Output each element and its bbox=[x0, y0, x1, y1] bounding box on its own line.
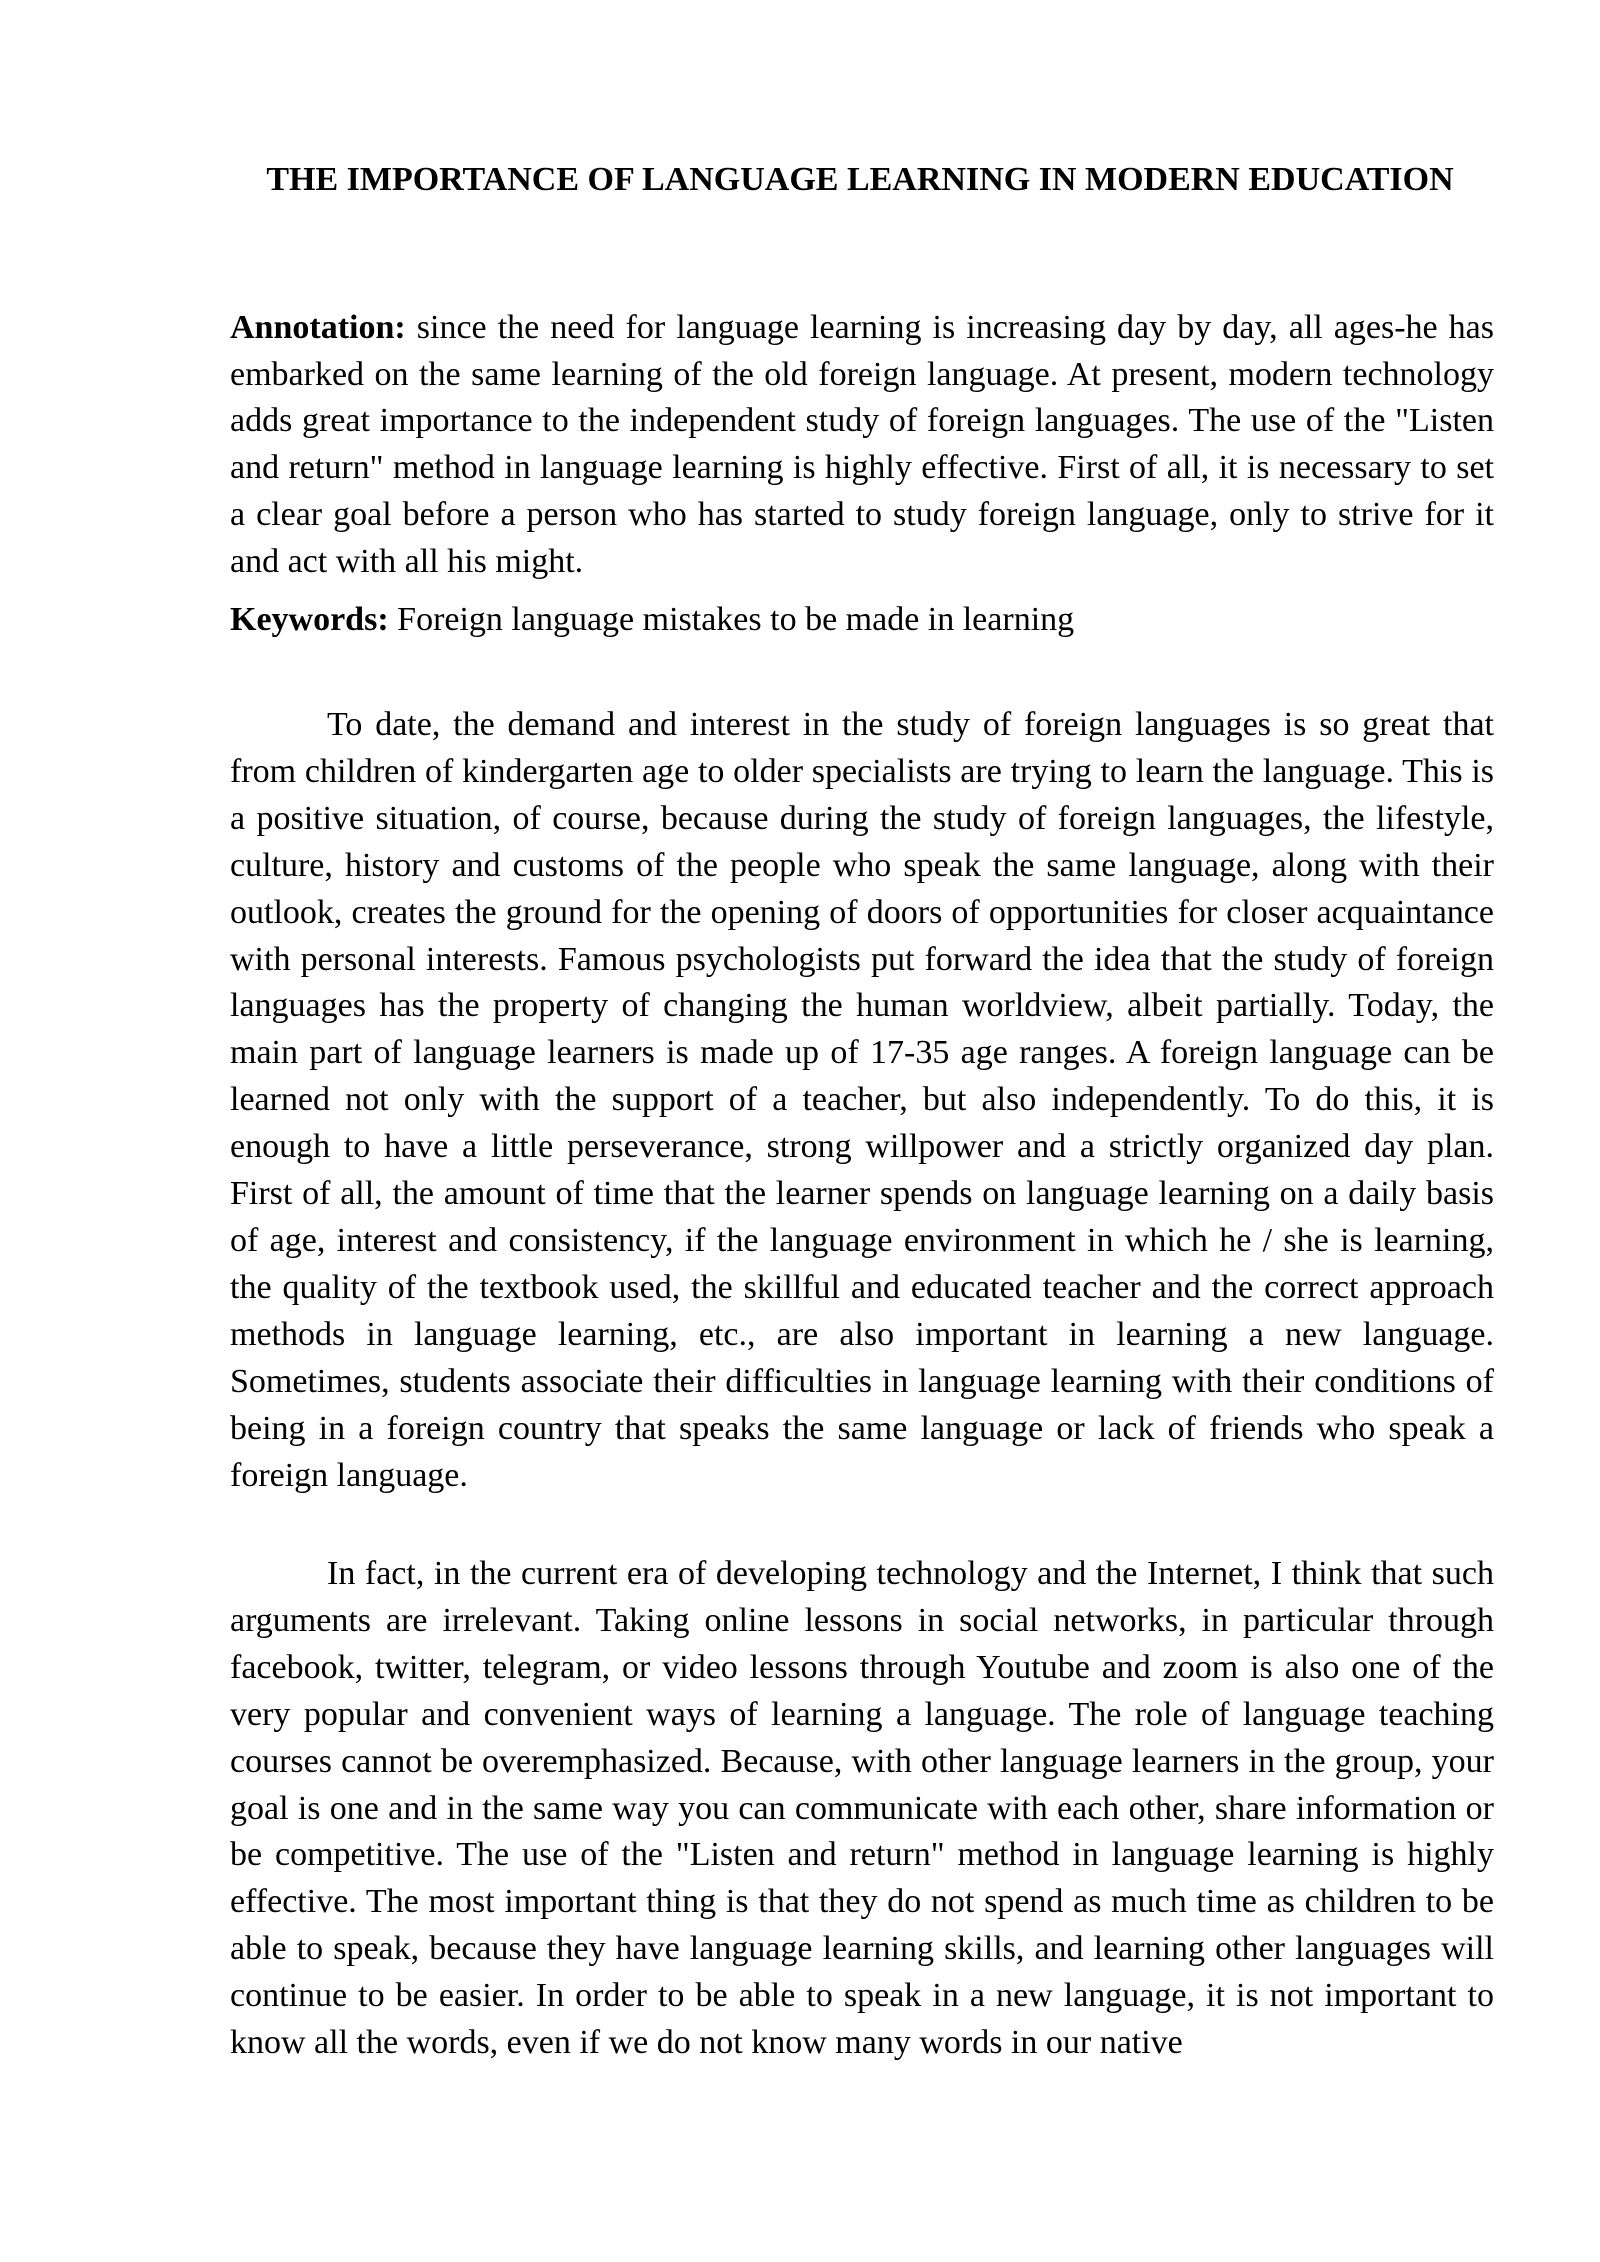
keywords-label: Keywords: bbox=[230, 601, 389, 638]
keywords-text: Foreign language mistakes to be made in learning bbox=[388, 601, 1075, 638]
keywords-paragraph bbox=[230, 597, 1494, 643]
body-paragraph: In fact, in the current era of developing technology and the Internet, I think that such arguments are irrelevant. Taking online lessons in social networks, in particular through facebook, twitter, telegram, or video lessons through Youtube and zoom is also one of the very popular and convenient ways of learning a language. The role of language teaching courses cannot be overemphasized. Because, with other language learners in the group, your goal is one and in the same way you can communicate with each other, share information or be competitive. The use of the "Listen and return" method in language learning is highly effective. The most important thing is that they do not spend as much time as children to be able to speak, because they have language learning skills, and learning other languages will continue to be easier. In order to be able to speak in a new language, it is not important to know all the words, even if we do not know many words in our native bbox=[230, 1555, 1494, 2062]
annotation-label: Annotation: bbox=[230, 309, 406, 346]
body-paragraph: To date, the demand and interest in the study of foreign languages is so great that from children of kindergarten age to older specialists are trying to learn the language. This is a positive situation, of course, because during the study of foreign languages, the lifestyle, culture, history and customs of the people who speak the same language, along with their outlook, creates the ground for the opening of doors of opportunities for closer acquaintance with personal interests. Famous psychologists put forward the idea that the study of foreign languages has the property of changing the human worldview, albeit partially. Today, the main part of language learners is made up of 17-35 age ranges. A foreign language can be learned not only with the support of a teacher, but also independently. To do this, it is enough to have a little perseverance, strong willpower and a strictly organized day plan. First of all, the amount of time that the learner spends on language learning on a daily basis of age, interest and consistency, if the language environment in which he / she is learning, the quality of the textbook used, the skillful and educated teacher and the correct approach methods in language learning, etc., are also important in learning a new language. Sometimes, students associate their difficulties in language learning with their conditions of being in a foreign country that speaks the same language or lack of friends who speak a foreign language. bbox=[230, 706, 1494, 1494]
annotation-text: since the need for language learning is increasing day by day, all ages-he has embarked on the same learning of the old foreign language. At present, modern technology adds great importance to the independent study of foreign languages. The use of the "Listen and return" method in language learning is highly effective. First of all, it is necessary to set a clear goal before a person who has started to study foreign language, only to strive for it and act with all his might. bbox=[230, 309, 1494, 580]
annotation-paragraph bbox=[230, 305, 1494, 585]
paper-title: THE IMPORTANCE OF LANGUAGE LEARNING IN MODERN EDUCATION bbox=[266, 161, 1454, 198]
